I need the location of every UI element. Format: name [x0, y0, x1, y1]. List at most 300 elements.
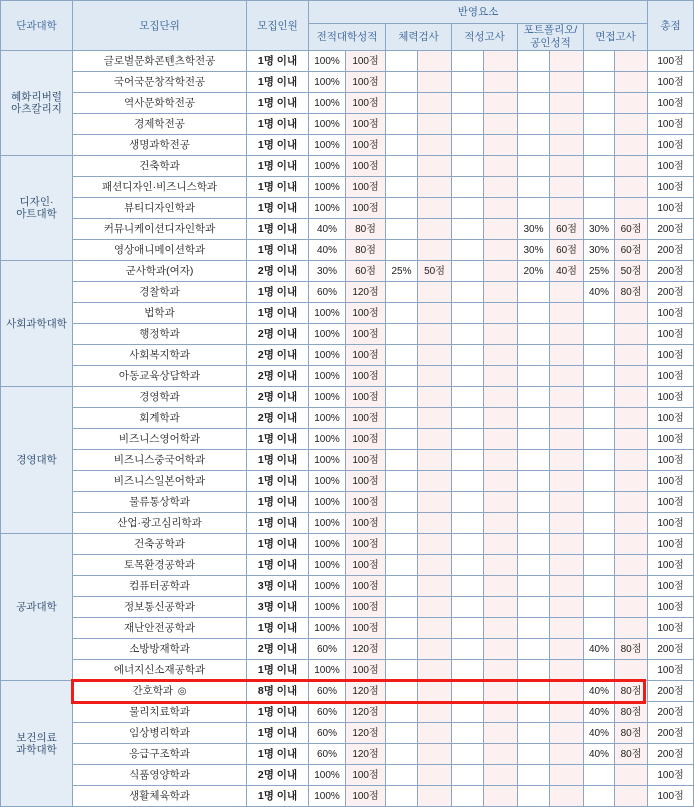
major-name-cell — [73, 450, 247, 471]
total-points-cell: 100점 — [648, 429, 694, 450]
prev-gpa-percent-cell: 60% — [309, 282, 346, 303]
total-points-cell: 100점 — [648, 303, 694, 324]
major-name-label: 응급구조학과 — [129, 748, 190, 761]
interview-percent-cell: 40% — [584, 702, 615, 723]
major-name-label: 재난안전공학과 — [123, 622, 195, 635]
table-header — [1, 1, 694, 51]
major-name-cell — [73, 240, 247, 261]
prev-gpa-points-cell: 100점 — [346, 303, 386, 324]
quota-cell: 1명 이내 — [247, 429, 309, 450]
aptitude-points-cell — [484, 177, 518, 198]
total-points-cell: 200점 — [648, 723, 694, 744]
fitness-percent-cell — [386, 156, 418, 177]
interview-points-cell: 80점 — [615, 282, 648, 303]
prev-gpa-points-cell: 100점 — [346, 618, 386, 639]
fitness-percent-cell — [386, 744, 418, 765]
aptitude-points-cell — [484, 450, 518, 471]
aptitude-points-cell — [484, 156, 518, 177]
portfolio-points-cell — [550, 198, 584, 219]
interview-percent-cell — [584, 513, 615, 534]
table-row — [1, 450, 694, 471]
prev-gpa-percent-cell: 100% — [309, 786, 346, 807]
header-factor-prev-gpa: 전적대학성적 — [309, 24, 386, 51]
major-name-label: 컴퓨터공학과 — [129, 580, 190, 593]
major-name-label: 건축공학과 — [134, 538, 185, 551]
prev-gpa-points-cell: 100점 — [346, 765, 386, 786]
major-name-cell — [73, 576, 247, 597]
major-name-cell — [73, 492, 247, 513]
portfolio-percent-cell — [518, 93, 550, 114]
table-row — [1, 156, 694, 177]
total-points-cell: 100점 — [648, 198, 694, 219]
aptitude-points-cell — [484, 513, 518, 534]
table-row — [1, 408, 694, 429]
portfolio-points-cell: 60점 — [550, 219, 584, 240]
interview-points-cell — [615, 513, 648, 534]
portfolio-points-cell — [550, 429, 584, 450]
prev-gpa-points-cell: 80점 — [346, 240, 386, 261]
interview-points-cell — [615, 492, 648, 513]
major-name-label: 물류통상학과 — [129, 496, 190, 509]
major-name-label: 간호학과 — [132, 685, 174, 697]
aptitude-points-cell — [484, 408, 518, 429]
portfolio-percent-cell — [518, 198, 550, 219]
table-row — [1, 51, 694, 72]
fitness-points-cell — [418, 681, 452, 702]
major-name-cell — [73, 723, 247, 744]
aptitude-percent-cell — [452, 534, 484, 555]
prev-gpa-percent-cell: 100% — [309, 135, 346, 156]
total-points-cell: 100점 — [648, 660, 694, 681]
table-row — [1, 471, 694, 492]
major-name-cell — [73, 156, 247, 177]
total-points-cell: 100점 — [648, 450, 694, 471]
portfolio-points-cell — [550, 324, 584, 345]
portfolio-points-cell — [550, 639, 584, 660]
prev-gpa-points-cell: 100점 — [346, 492, 386, 513]
prev-gpa-points-cell: 100점 — [346, 366, 386, 387]
fitness-points-cell — [418, 114, 452, 135]
major-name-cell — [73, 303, 247, 324]
prev-gpa-points-cell: 100점 — [346, 786, 386, 807]
interview-percent-cell: 25% — [584, 261, 615, 282]
interview-points-cell — [615, 786, 648, 807]
total-points-cell: 200점 — [648, 744, 694, 765]
aptitude-percent-cell — [452, 723, 484, 744]
portfolio-percent-cell — [518, 114, 550, 135]
fitness-points-cell — [418, 387, 452, 408]
aptitude-percent-cell — [452, 576, 484, 597]
prev-gpa-points-cell: 100점 — [346, 72, 386, 93]
total-points-cell: 100점 — [648, 345, 694, 366]
prev-gpa-percent-cell: 100% — [309, 303, 346, 324]
aptitude-points-cell — [484, 534, 518, 555]
major-name-cell — [73, 639, 247, 660]
fitness-percent-cell — [386, 765, 418, 786]
portfolio-percent-cell — [518, 492, 550, 513]
prev-gpa-points-cell: 100점 — [346, 93, 386, 114]
table-row — [1, 639, 694, 660]
portfolio-percent-cell — [518, 681, 550, 702]
interview-points-cell — [615, 366, 648, 387]
total-points-cell: 100점 — [648, 471, 694, 492]
fitness-percent-cell — [386, 534, 418, 555]
total-points-cell: 200점 — [648, 681, 694, 702]
interview-points-cell — [615, 597, 648, 618]
total-points-cell: 100점 — [648, 114, 694, 135]
table-row — [1, 660, 694, 681]
prev-gpa-percent-cell: 100% — [309, 72, 346, 93]
fitness-points-cell — [418, 534, 452, 555]
aptitude-percent-cell — [452, 93, 484, 114]
prev-gpa-percent-cell: 100% — [309, 597, 346, 618]
prev-gpa-percent-cell: 100% — [309, 513, 346, 534]
major-name-cell — [73, 408, 247, 429]
fitness-points-cell — [418, 240, 452, 261]
major-name-cell — [73, 261, 247, 282]
fitness-percent-cell — [386, 303, 418, 324]
interview-percent-cell — [584, 450, 615, 471]
quota-cell: 1명 이내 — [247, 177, 309, 198]
portfolio-points-cell — [550, 597, 584, 618]
aptitude-percent-cell — [452, 786, 484, 807]
aptitude-percent-cell — [452, 282, 484, 303]
portfolio-points-cell — [550, 93, 584, 114]
total-points-cell: 100점 — [648, 324, 694, 345]
major-name-cell — [73, 282, 247, 303]
portfolio-percent-cell — [518, 639, 550, 660]
major-name-cell — [73, 51, 247, 72]
fitness-percent-cell — [386, 387, 418, 408]
prev-gpa-percent-cell: 100% — [309, 345, 346, 366]
table-row — [1, 597, 694, 618]
fitness-percent-cell — [386, 198, 418, 219]
aptitude-percent-cell — [452, 429, 484, 450]
interview-percent-cell — [584, 366, 615, 387]
fitness-points-cell — [418, 723, 452, 744]
portfolio-percent-cell — [518, 702, 550, 723]
portfolio-points-cell — [550, 450, 584, 471]
fitness-points-cell — [418, 429, 452, 450]
interview-percent-cell: 40% — [584, 723, 615, 744]
portfolio-points-cell — [550, 114, 584, 135]
prev-gpa-percent-cell: 100% — [309, 177, 346, 198]
fitness-percent-cell — [386, 324, 418, 345]
major-name-cell — [73, 597, 247, 618]
portfolio-points-cell — [550, 408, 584, 429]
portfolio-points-cell — [550, 534, 584, 555]
aptitude-points-cell — [484, 198, 518, 219]
fitness-points-cell — [418, 198, 452, 219]
prev-gpa-percent-cell: 100% — [309, 618, 346, 639]
table-row — [1, 177, 694, 198]
prev-gpa-percent-cell: 100% — [309, 198, 346, 219]
major-name-label: 커뮤니케이션디자인학과 — [103, 223, 216, 236]
major-name-label: 정보통신공학과 — [123, 601, 195, 614]
header-unit: 모집단위 — [73, 1, 247, 51]
prev-gpa-points-cell: 100점 — [346, 156, 386, 177]
fitness-points-cell — [418, 219, 452, 240]
portfolio-points-cell — [550, 135, 584, 156]
fitness-points-cell — [418, 660, 452, 681]
aptitude-percent-cell — [452, 72, 484, 93]
quota-cell: 1명 이내 — [247, 93, 309, 114]
quota-cell: 2명 이내 — [247, 639, 309, 660]
major-name-cell — [73, 324, 247, 345]
total-points-cell: 100점 — [648, 492, 694, 513]
major-name-cell — [73, 765, 247, 786]
aptitude-percent-cell — [452, 597, 484, 618]
aptitude-percent-cell — [452, 681, 484, 702]
fitness-percent-cell — [386, 639, 418, 660]
prev-gpa-percent-cell: 100% — [309, 450, 346, 471]
fitness-percent-cell — [386, 51, 418, 72]
portfolio-percent-cell — [518, 786, 550, 807]
prev-gpa-percent-cell: 100% — [309, 114, 346, 135]
fitness-points-cell — [418, 639, 452, 660]
college-name-line2: 아트대학 — [16, 208, 57, 221]
interview-percent-cell — [584, 156, 615, 177]
total-points-cell: 100점 — [648, 555, 694, 576]
table-row — [1, 744, 694, 765]
quota-cell: 1명 이내 — [247, 450, 309, 471]
aptitude-points-cell — [484, 240, 518, 261]
total-points-cell: 100점 — [648, 576, 694, 597]
fitness-points-cell — [418, 366, 452, 387]
quota-cell: 1명 이내 — [247, 240, 309, 261]
interview-percent-cell — [584, 72, 615, 93]
portfolio-percent-cell — [518, 765, 550, 786]
prev-gpa-points-cell: 100점 — [346, 450, 386, 471]
interview-percent-cell: 30% — [584, 240, 615, 261]
interview-points-cell — [615, 534, 648, 555]
portfolio-percent-cell — [518, 324, 550, 345]
aptitude-points-cell — [484, 51, 518, 72]
prev-gpa-points-cell: 100점 — [346, 660, 386, 681]
prev-gpa-points-cell: 100점 — [346, 408, 386, 429]
prev-gpa-percent-cell: 60% — [309, 681, 346, 702]
portfolio-percent-cell: 30% — [518, 219, 550, 240]
fitness-percent-cell — [386, 576, 418, 597]
interview-points-cell: 60점 — [615, 219, 648, 240]
portfolio-percent-cell: 20% — [518, 261, 550, 282]
interview-percent-cell — [584, 345, 615, 366]
header-factor-interview: 면접고사 — [584, 24, 648, 51]
table-row — [1, 429, 694, 450]
interview-points-cell — [615, 156, 648, 177]
fitness-percent-cell — [386, 723, 418, 744]
interview-percent-cell — [584, 387, 615, 408]
portfolio-points-cell: 60점 — [550, 240, 584, 261]
portfolio-percent-cell — [518, 51, 550, 72]
major-name-cell — [73, 135, 247, 156]
portfolio-percent-cell — [518, 450, 550, 471]
fitness-points-cell: 50점 — [418, 261, 452, 282]
portfolio-points-cell — [550, 282, 584, 303]
portfolio-percent-cell — [518, 660, 550, 681]
aptitude-points-cell — [484, 93, 518, 114]
quota-cell: 2명 이내 — [247, 765, 309, 786]
aptitude-percent-cell — [452, 261, 484, 282]
fitness-points-cell — [418, 303, 452, 324]
portfolio-points-cell — [550, 303, 584, 324]
fitness-percent-cell — [386, 93, 418, 114]
interview-points-cell — [615, 387, 648, 408]
portfolio-points-cell — [550, 345, 584, 366]
fitness-percent-cell — [386, 450, 418, 471]
header-factor-fitness-test: 체력검사 — [386, 24, 452, 51]
fitness-percent-cell — [386, 114, 418, 135]
prev-gpa-percent-cell: 40% — [309, 219, 346, 240]
quota-cell: 1명 이내 — [247, 471, 309, 492]
prev-gpa-percent-cell: 100% — [309, 366, 346, 387]
interview-points-cell — [615, 408, 648, 429]
major-name-label: 국어국문창작학전공 — [113, 76, 206, 89]
prev-gpa-points-cell: 100점 — [346, 51, 386, 72]
portfolio-points-cell — [550, 744, 584, 765]
table-row — [1, 114, 694, 135]
fitness-percent-cell — [386, 660, 418, 681]
interview-percent-cell — [584, 303, 615, 324]
portfolio-points-cell — [550, 576, 584, 597]
interview-points-cell — [615, 555, 648, 576]
fitness-points-cell — [418, 72, 452, 93]
prev-gpa-percent-cell: 100% — [309, 324, 346, 345]
quota-cell: 1명 이내 — [247, 660, 309, 681]
prev-gpa-points-cell: 100점 — [346, 177, 386, 198]
interview-points-cell: 80점 — [615, 723, 648, 744]
prev-gpa-points-cell: 80점 — [346, 219, 386, 240]
interview-points-cell: 80점 — [615, 744, 648, 765]
table-body — [1, 51, 694, 807]
prev-gpa-points-cell: 100점 — [346, 198, 386, 219]
aptitude-points-cell — [484, 135, 518, 156]
major-name-label: 사회복지학과 — [129, 349, 190, 362]
college-name-line1: 사회과학대학 — [6, 317, 67, 330]
interview-points-cell — [615, 135, 648, 156]
quota-cell: 1명 이내 — [247, 555, 309, 576]
interview-points-cell — [615, 429, 648, 450]
quota-cell: 1명 이내 — [247, 51, 309, 72]
quota-cell: 1명 이내 — [247, 282, 309, 303]
aptitude-points-cell — [484, 576, 518, 597]
interview-percent-cell — [584, 93, 615, 114]
aptitude-percent-cell — [452, 639, 484, 660]
interview-percent-cell — [584, 198, 615, 219]
interview-points-cell: 80점 — [615, 681, 648, 702]
quota-cell: 2명 이내 — [247, 345, 309, 366]
portfolio-points-cell — [550, 156, 584, 177]
total-points-cell: 200점 — [648, 219, 694, 240]
aptitude-percent-cell — [452, 51, 484, 72]
college-name-cell — [1, 156, 73, 261]
total-points-cell: 100점 — [648, 51, 694, 72]
aptitude-percent-cell — [452, 303, 484, 324]
major-name-cell — [73, 786, 247, 807]
prev-gpa-points-cell: 120점 — [346, 681, 386, 702]
interview-points-cell — [615, 324, 648, 345]
total-points-cell: 100점 — [648, 534, 694, 555]
prev-gpa-percent-cell: 100% — [309, 408, 346, 429]
college-name-line1: 보건의료 — [16, 731, 57, 744]
interview-points-cell — [615, 345, 648, 366]
interview-percent-cell — [584, 555, 615, 576]
portfolio-percent-cell: 30% — [518, 240, 550, 261]
fitness-percent-cell — [386, 177, 418, 198]
major-name-label: 식품영양학과 — [129, 769, 190, 782]
interview-points-cell — [615, 765, 648, 786]
interview-points-cell: 50점 — [615, 261, 648, 282]
portfolio-points-cell — [550, 555, 584, 576]
aptitude-percent-cell — [452, 513, 484, 534]
table-row — [1, 534, 694, 555]
total-points-cell: 100점 — [648, 513, 694, 534]
portfolio-points-cell — [550, 471, 584, 492]
quota-cell: 1명 이내 — [247, 114, 309, 135]
table-row — [1, 555, 694, 576]
major-name-label: 에너지신소재공학과 — [113, 664, 206, 677]
aptitude-percent-cell — [452, 366, 484, 387]
interview-percent-cell — [584, 597, 615, 618]
prev-gpa-percent-cell: 60% — [309, 723, 346, 744]
fitness-percent-cell — [386, 366, 418, 387]
double-circle-icon: ◎ — [175, 686, 187, 697]
table-row — [1, 702, 694, 723]
total-points-cell: 200점 — [648, 261, 694, 282]
aptitude-percent-cell — [452, 492, 484, 513]
major-name-cell — [73, 198, 247, 219]
college-name-cell — [1, 261, 73, 387]
quota-cell: 1명 이내 — [247, 219, 309, 240]
portfolio-percent-cell — [518, 618, 550, 639]
aptitude-points-cell — [484, 366, 518, 387]
interview-percent-cell: 40% — [584, 639, 615, 660]
header-factor-portfolio-line1: 포트폴리오/ — [523, 24, 578, 36]
fitness-points-cell — [418, 471, 452, 492]
fitness-points-cell — [418, 765, 452, 786]
major-name-label: 법학과 — [144, 307, 175, 320]
major-name-cell — [73, 93, 247, 114]
prev-gpa-percent-cell: 100% — [309, 387, 346, 408]
quota-cell: 1명 이내 — [247, 534, 309, 555]
interview-percent-cell — [584, 786, 615, 807]
prev-gpa-percent-cell: 100% — [309, 51, 346, 72]
major-name-label: 임상병리학과 — [129, 727, 190, 740]
prev-gpa-points-cell: 100점 — [346, 324, 386, 345]
quota-cell: 2명 이내 — [247, 324, 309, 345]
portfolio-points-cell — [550, 681, 584, 702]
major-name-label: 패션디자인·비즈니스학과 — [101, 181, 218, 194]
total-points-cell: 100점 — [648, 408, 694, 429]
major-name-label: 역사문화학전공 — [123, 97, 195, 110]
major-name-label: 산업·광고심리학과 — [117, 517, 202, 530]
total-points-cell: 200점 — [648, 639, 694, 660]
portfolio-percent-cell — [518, 156, 550, 177]
aptitude-percent-cell — [452, 744, 484, 765]
aptitude-percent-cell — [452, 702, 484, 723]
portfolio-points-cell — [550, 618, 584, 639]
prev-gpa-points-cell: 60점 — [346, 261, 386, 282]
prev-gpa-points-cell: 120점 — [346, 723, 386, 744]
portfolio-percent-cell — [518, 303, 550, 324]
total-points-cell: 100점 — [648, 618, 694, 639]
quota-cell: 3명 이내 — [247, 576, 309, 597]
prev-gpa-percent-cell: 100% — [309, 555, 346, 576]
interview-points-cell — [615, 660, 648, 681]
interview-percent-cell — [584, 576, 615, 597]
portfolio-points-cell — [550, 72, 584, 93]
aptitude-points-cell — [484, 660, 518, 681]
